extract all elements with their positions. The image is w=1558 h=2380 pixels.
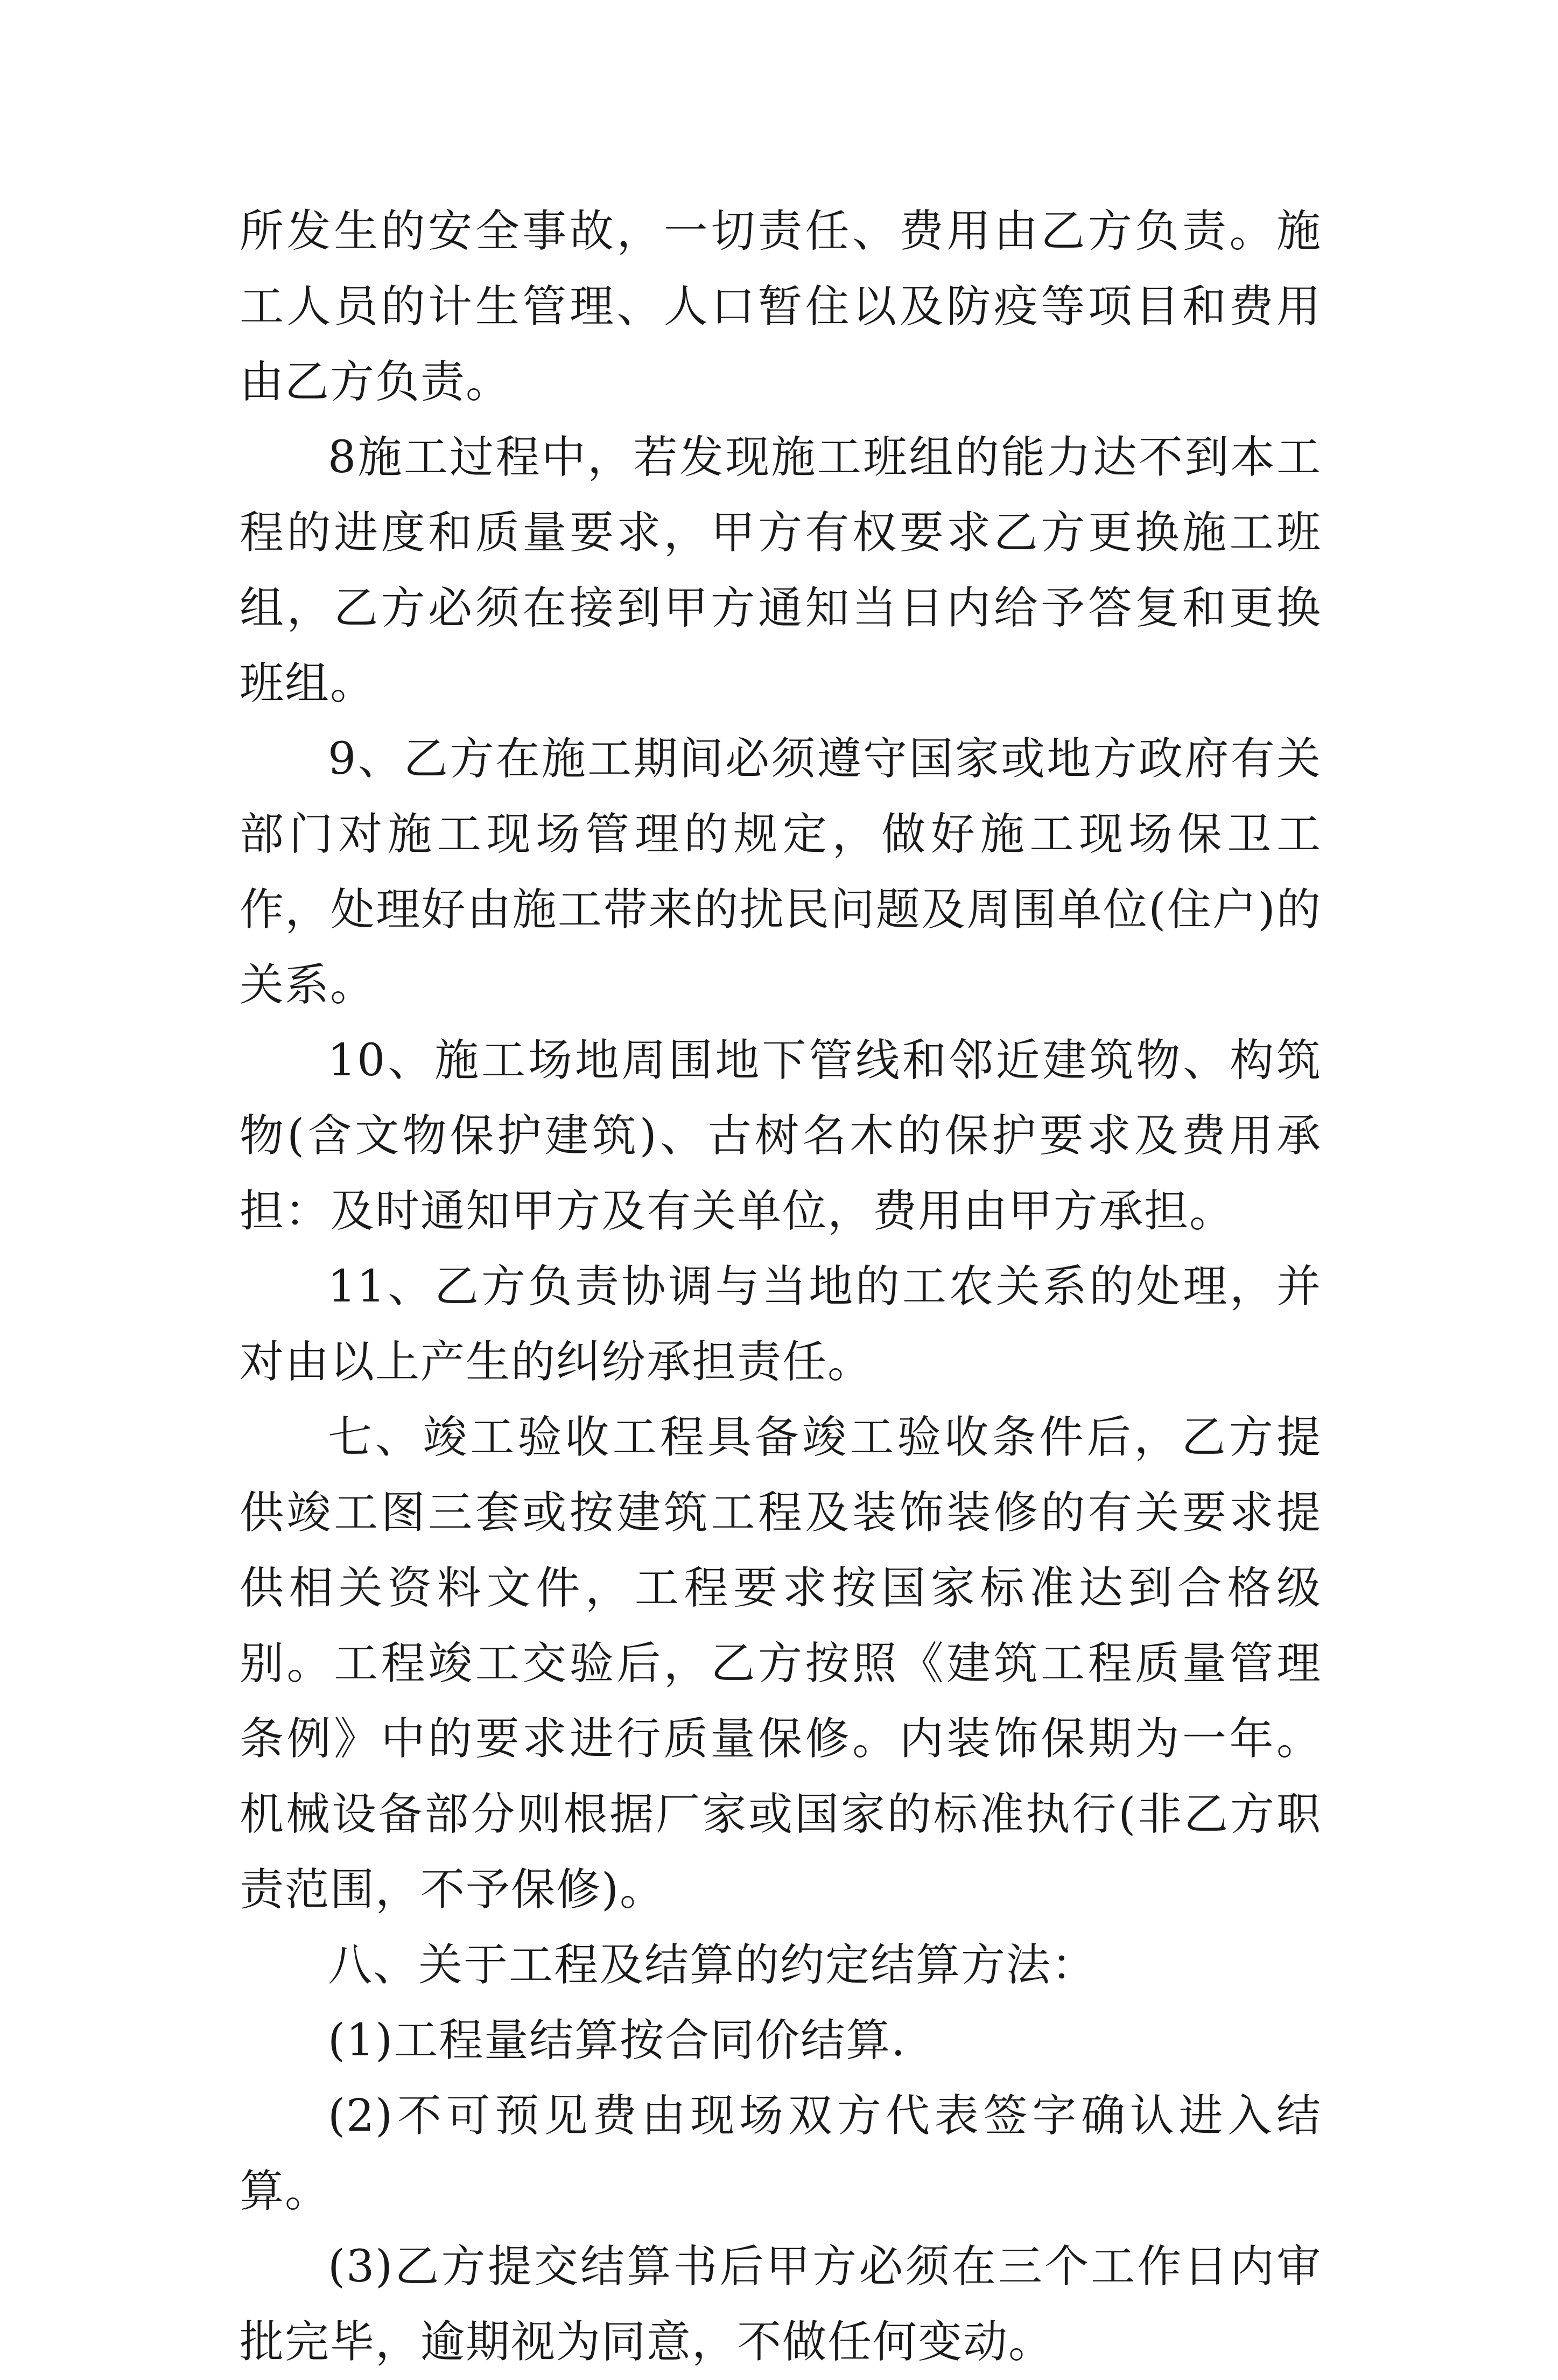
paragraph-clause-10: 10、施工场地周围地下管线和邻近建筑物、构筑物(含文物保护建筑)、古树名木的保护要求及费用承担：及时通知甲方及有关单位，费用由甲方承担。 xyxy=(240,1035,1322,1237)
document-body xyxy=(240,194,1322,2380)
paragraph-continuation: 所发生的安全事故，一切责任、费用由乙方负责。施工人员的计生管理、人口暂住以及防疫等项目和费用由乙方负责。 xyxy=(240,206,1322,408)
paragraph-item-3: (3)乙方提交结算书后甲方必须在三个工作日内审批完毕，逾期视为同意，不做任何变动。 xyxy=(240,2241,1322,2368)
paragraph-section-7: 七、竣工验收工程具备竣工验收条件后，乙方提供竣工图三套或按建筑工程及装饰装修的有关要求提供相关资料文件，工程要求按国家标准达到合格级别。工程竣工交验后，乙方按照《建筑工程质量管理条例》中的要求进行质量保修。内装饰保期为一年。机械设备部分则根据厂家或国家的标准执行(非乙方职责范围，不予保修)。 xyxy=(240,1412,1322,1915)
paragraph-item-1: (1)工程量结算按合同价结算. xyxy=(328,2015,907,2066)
paragraph-clause-11: 11、乙方负责协调与当地的工农关系的处理，并对由以上产生的纠纷承担责任。 xyxy=(240,1261,1322,1388)
paragraph-section-8: 八、关于工程及结算的约定结算方法： xyxy=(328,1940,1097,1991)
paragraph-clause-9: 9、乙方在施工期间必须遵守国家或地方政府有关部门对施工现场管理的规定，做好施工现场保卫工作，处理好由施工带来的扰民问题及周围单位(住户)的关系。 xyxy=(240,733,1322,1011)
paragraph-clause-8: 8施工过程中，若发现施工班组的能力达不到本工程的进度和质量要求，甲方有权要求乙方更换施工班组，乙方必须在接到甲方通知当日内给予答复和更换班组。 xyxy=(240,432,1322,709)
paragraph-item-2: (2)不可预见费由现场双方代表签字确认进入结算。 xyxy=(240,2090,1322,2217)
